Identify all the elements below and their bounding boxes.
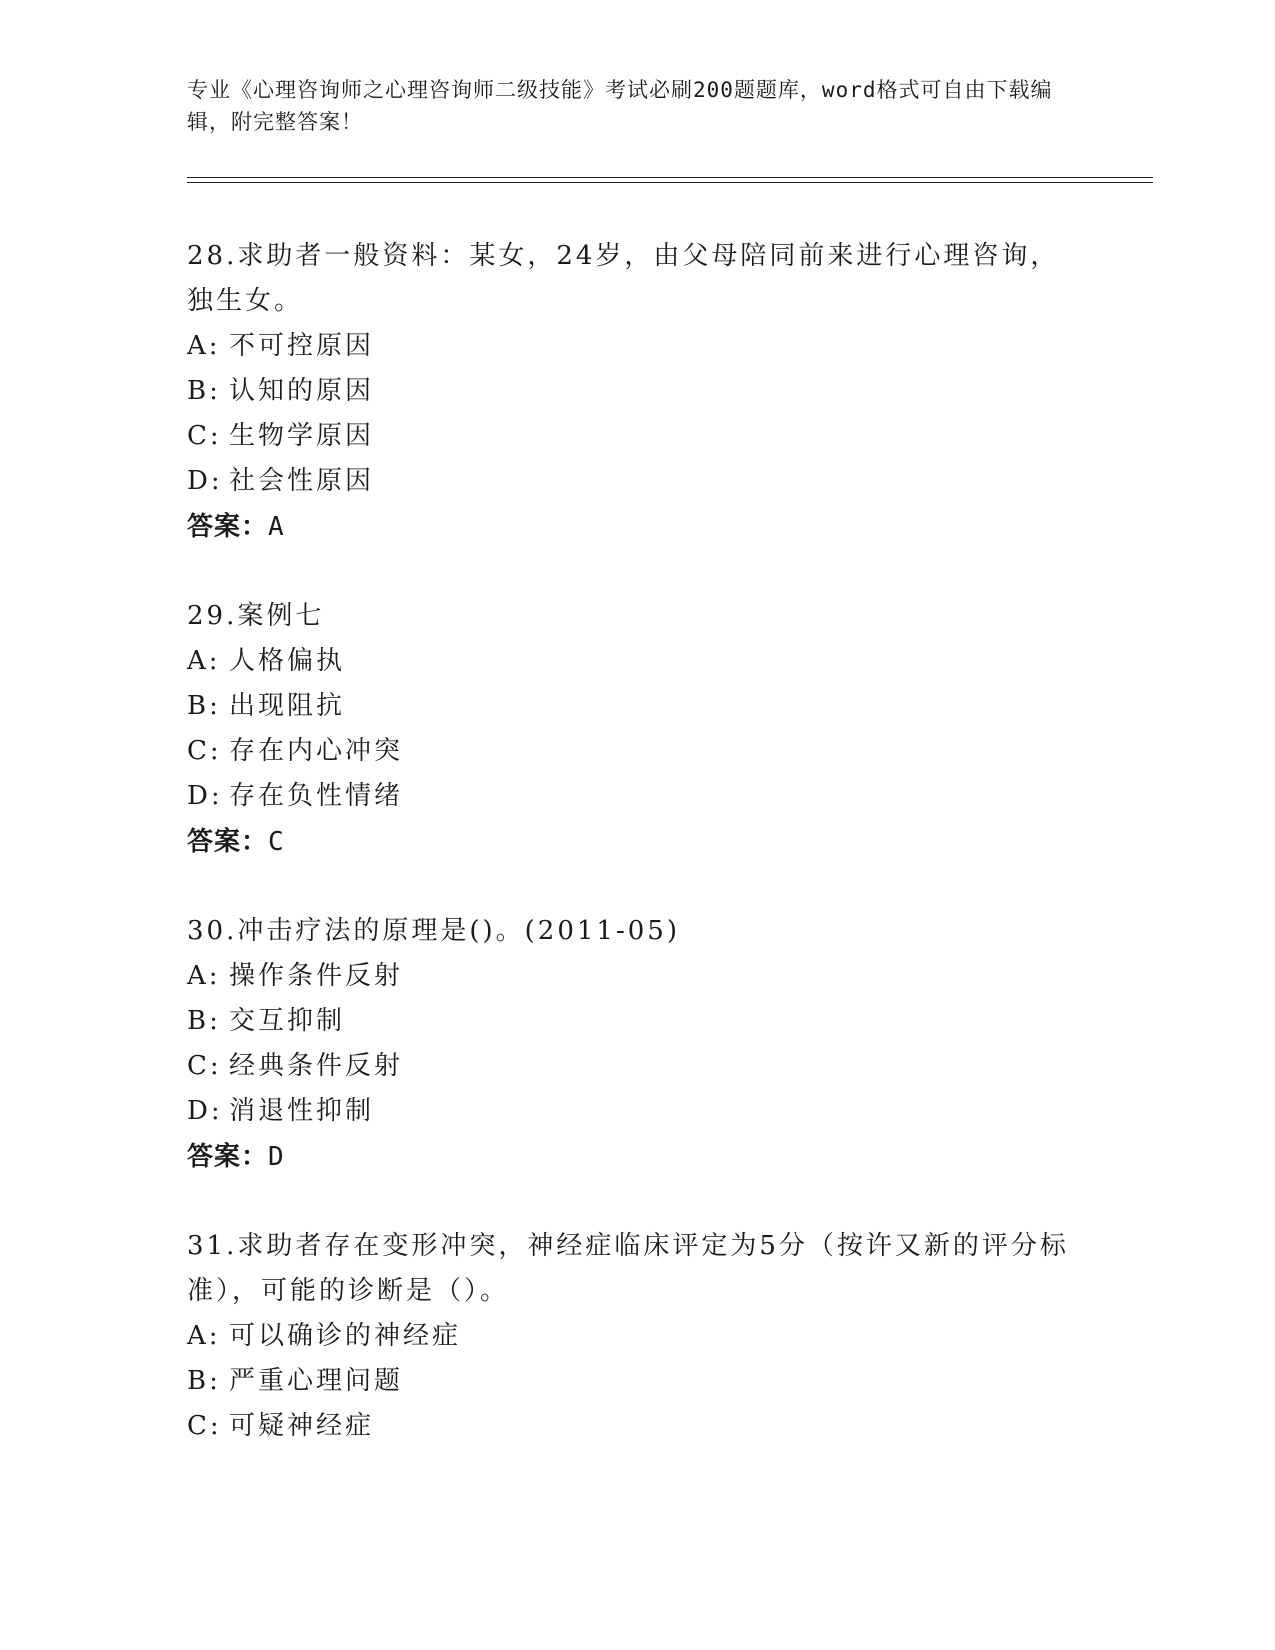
option-text: 人格偏执 [229, 646, 346, 676]
option-d [187, 459, 1087, 504]
option-text: 存在内心冲突 [229, 736, 404, 766]
option-text: 可以确诊的神经症 [229, 1321, 462, 1351]
option-key: A: [187, 646, 221, 676]
option-key: D: [187, 466, 223, 496]
option-key: A: [187, 1321, 221, 1351]
option-text: 存在负性情绪 [229, 781, 404, 811]
answer-label: 答案： [187, 512, 269, 542]
option-b [187, 1359, 1087, 1404]
question-list [187, 234, 1087, 1493]
option-key: B: [187, 1006, 221, 1036]
question-31 [187, 1224, 1087, 1449]
option-key: A: [187, 331, 221, 361]
header-rule-bottom [187, 182, 1153, 183]
option-key: B: [187, 1366, 221, 1396]
answer-value: C [268, 827, 285, 857]
option-text: 经典条件反射 [229, 1051, 404, 1081]
option-d [187, 1089, 1087, 1134]
option-text: 可疑神经症 [229, 1411, 375, 1441]
option-a [187, 954, 1087, 999]
option-d [187, 774, 1087, 819]
option-c [187, 729, 1087, 774]
option-key: C: [187, 1051, 222, 1081]
option-text: 认知的原因 [229, 376, 375, 406]
option-a [187, 639, 1087, 684]
option-b [187, 369, 1087, 414]
option-key: D: [187, 1096, 223, 1126]
option-text: 社会性原因 [229, 466, 375, 496]
answer-line [187, 504, 1087, 550]
option-c [187, 1044, 1087, 1089]
option-key: B: [187, 691, 221, 721]
option-key: D: [187, 781, 223, 811]
answer-label: 答案： [187, 827, 269, 857]
option-a [187, 324, 1087, 369]
option-text: 操作条件反射 [229, 961, 404, 991]
option-text: 不可控原因 [229, 331, 375, 361]
question-stem: 31.求助者存在变形冲突，神经症临床评定为5分（按许又新的评分标准），可能的诊断是（）。 [187, 1231, 1069, 1306]
question-stem: 30.冲击疗法的原理是()。(2011-05) [187, 916, 680, 946]
document-header: 专业《心理咨询师之心理咨询师二级技能》考试必刷200题题库，word格式可自由下载编辑，附完整答案！ [187, 78, 1053, 134]
option-b [187, 684, 1087, 729]
option-key: C: [187, 736, 222, 766]
option-text: 出现阻抗 [229, 691, 346, 721]
answer-line [187, 1134, 1087, 1180]
option-a [187, 1314, 1087, 1359]
answer-value: A [268, 512, 285, 542]
option-key: A: [187, 961, 221, 991]
option-text: 消退性抑制 [229, 1096, 375, 1126]
option-c [187, 414, 1087, 459]
answer-value: D [268, 1142, 285, 1172]
header-rule-top [187, 177, 1153, 178]
option-text: 交互抑制 [229, 1006, 346, 1036]
question-29 [187, 594, 1087, 865]
question-28 [187, 234, 1087, 550]
option-text: 严重心理问题 [229, 1366, 404, 1396]
question-stem: 28.求助者一般资料：某女，24岁，由父母陪同前来进行心理咨询，独生女。 [187, 241, 1060, 316]
option-key: C: [187, 1411, 222, 1441]
question-stem: 29.案例七 [187, 601, 325, 631]
option-c [187, 1404, 1087, 1449]
question-30 [187, 909, 1087, 1180]
option-text: 生物学原因 [229, 421, 375, 451]
option-key: B: [187, 376, 221, 406]
option-b [187, 999, 1087, 1044]
answer-label: 答案： [187, 1142, 269, 1172]
answer-line [187, 819, 1087, 865]
option-key: C: [187, 421, 222, 451]
